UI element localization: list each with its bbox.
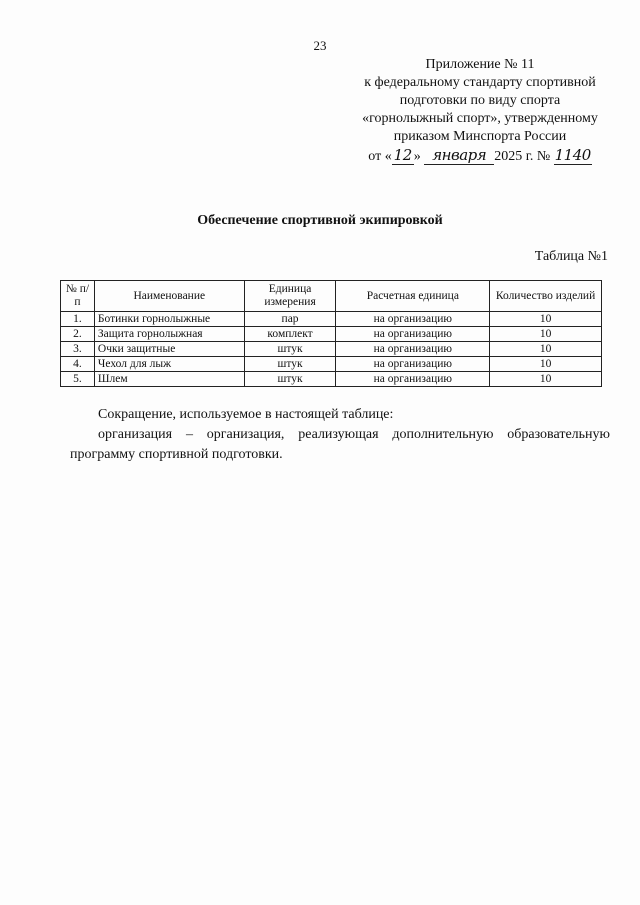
- cell-qty: 10: [490, 357, 602, 372]
- table-row: [61, 327, 602, 342]
- header-qty: Количество изделий: [490, 281, 602, 312]
- cell-name: Ботинки горнолыжные: [94, 312, 244, 327]
- appendix-line-5: приказом Минспорта России: [393, 129, 567, 144]
- appendix-block: [330, 56, 630, 166]
- order-year: 2025 г. №: [494, 149, 551, 164]
- cell-num: 4.: [61, 357, 95, 372]
- appendix-line-3: подготовки по виду спорта: [399, 93, 561, 108]
- note-definition: организация – организация, реализующая дополнительную образовательную программу спортивной подготовки.: [70, 427, 610, 462]
- cell-qty: 10: [490, 372, 602, 387]
- page-number: 23: [313, 38, 327, 53]
- header-name: Наименование: [94, 281, 244, 312]
- cell-unit: комплект: [244, 327, 336, 342]
- cell-unit: штук: [244, 342, 336, 357]
- cell-unit: штук: [244, 372, 336, 387]
- cell-name: Чехол для лыж: [94, 357, 244, 372]
- order-prefix: от «: [368, 149, 392, 164]
- cell-calc: на организацию: [336, 372, 490, 387]
- table-header-row: [61, 281, 602, 312]
- order-month: января: [424, 146, 494, 165]
- header-num: № п/п: [61, 281, 95, 312]
- cell-name: Шлем: [94, 372, 244, 387]
- table-label: Таблица №1: [534, 249, 608, 264]
- table-row: [61, 357, 602, 372]
- cell-name: Защита горнолыжная: [94, 327, 244, 342]
- order-close-quote: »: [413, 149, 421, 164]
- order-day: 12: [393, 146, 412, 164]
- cell-calc: на организацию: [336, 357, 490, 372]
- table-row: [61, 342, 602, 357]
- document-title: Обеспечение спортивной экипировкой: [197, 213, 443, 228]
- cell-calc: на организацию: [336, 327, 490, 342]
- order-number: 1140: [554, 146, 591, 164]
- cell-num: 3.: [61, 342, 95, 357]
- appendix-line-2: к федеральному стандарту спортивной: [364, 75, 596, 90]
- cell-calc: на организацию: [336, 342, 490, 357]
- order-date-line: [330, 146, 630, 166]
- header-calc: Расчетная единица: [336, 281, 490, 312]
- cell-name: Очки защитные: [94, 342, 244, 357]
- cell-calc: на организацию: [336, 312, 490, 327]
- appendix-title: Приложение № 11: [425, 57, 535, 72]
- cell-unit: штук: [244, 357, 336, 372]
- cell-num: 5.: [61, 372, 95, 387]
- cell-qty: 10: [490, 312, 602, 327]
- cell-num: 2.: [61, 327, 95, 342]
- header-unit: Единица измерения: [244, 281, 336, 312]
- table-row: [61, 312, 602, 327]
- cell-unit: пар: [244, 312, 336, 327]
- equipment-table: [60, 280, 602, 387]
- note-heading: Сокращение, используемое в настоящей таблице:: [98, 407, 394, 422]
- appendix-line-4: «горнолыжный спорт», утвержденному: [362, 111, 598, 126]
- abbreviation-note: [70, 405, 610, 465]
- cell-qty: 10: [490, 327, 602, 342]
- cell-qty: 10: [490, 342, 602, 357]
- table-row: [61, 372, 602, 387]
- cell-num: 1.: [61, 312, 95, 327]
